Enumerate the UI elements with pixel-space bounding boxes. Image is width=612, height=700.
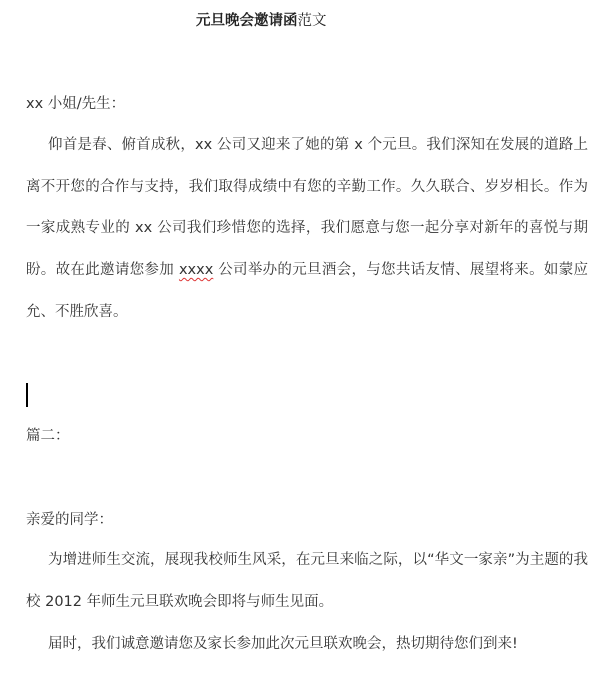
section1-body-text-a: 仰首是春、俯首成秋，xx 公司又迎来了她的第 x 个元旦。我们深知在发展的道路上离不开您的合作与支持，我们取得成绩中有您的辛勤工作。久久联合、岁岁相长。作为一家成熟专业的 xx 公司我们珍惜您的选择，我们愿意与您一起分享对新年的喜悦与期盼。故在此邀请您参加 — [26, 137, 588, 279]
section1-body-paragraph — [26, 125, 588, 334]
section2-heading: 篇二： — [26, 428, 70, 444]
document-title — [196, 9, 327, 30]
section2-paragraph-1: 为增进师生交流，展现我校师生风采，在元旦来临之际，以“华文一家亲”为主题的我校 2012 年师生元旦联欢晚会即将与师生见面。 — [26, 552, 588, 610]
section2-greeting: 亲爱的同学： — [26, 512, 113, 528]
section1-body-text-b: 公司举办的元旦酒会，与您共话友情、展望将来。如蒙应允、不胜欣喜。 — [26, 262, 589, 320]
section2-paragraph-2: 届时，我们诚意邀请您及家长参加此次元旦联欢晚会，热切期待您们到来! — [48, 636, 518, 652]
text-cursor — [26, 383, 28, 407]
spellcheck-flagged-word[interactable]: xxxx — [178, 262, 214, 279]
title-regular-part: 范文 — [297, 13, 327, 29]
section1-greeting: xx 小姐/先生： — [26, 96, 126, 112]
title-bold-part: 元旦晚会邀请函 — [196, 13, 298, 29]
